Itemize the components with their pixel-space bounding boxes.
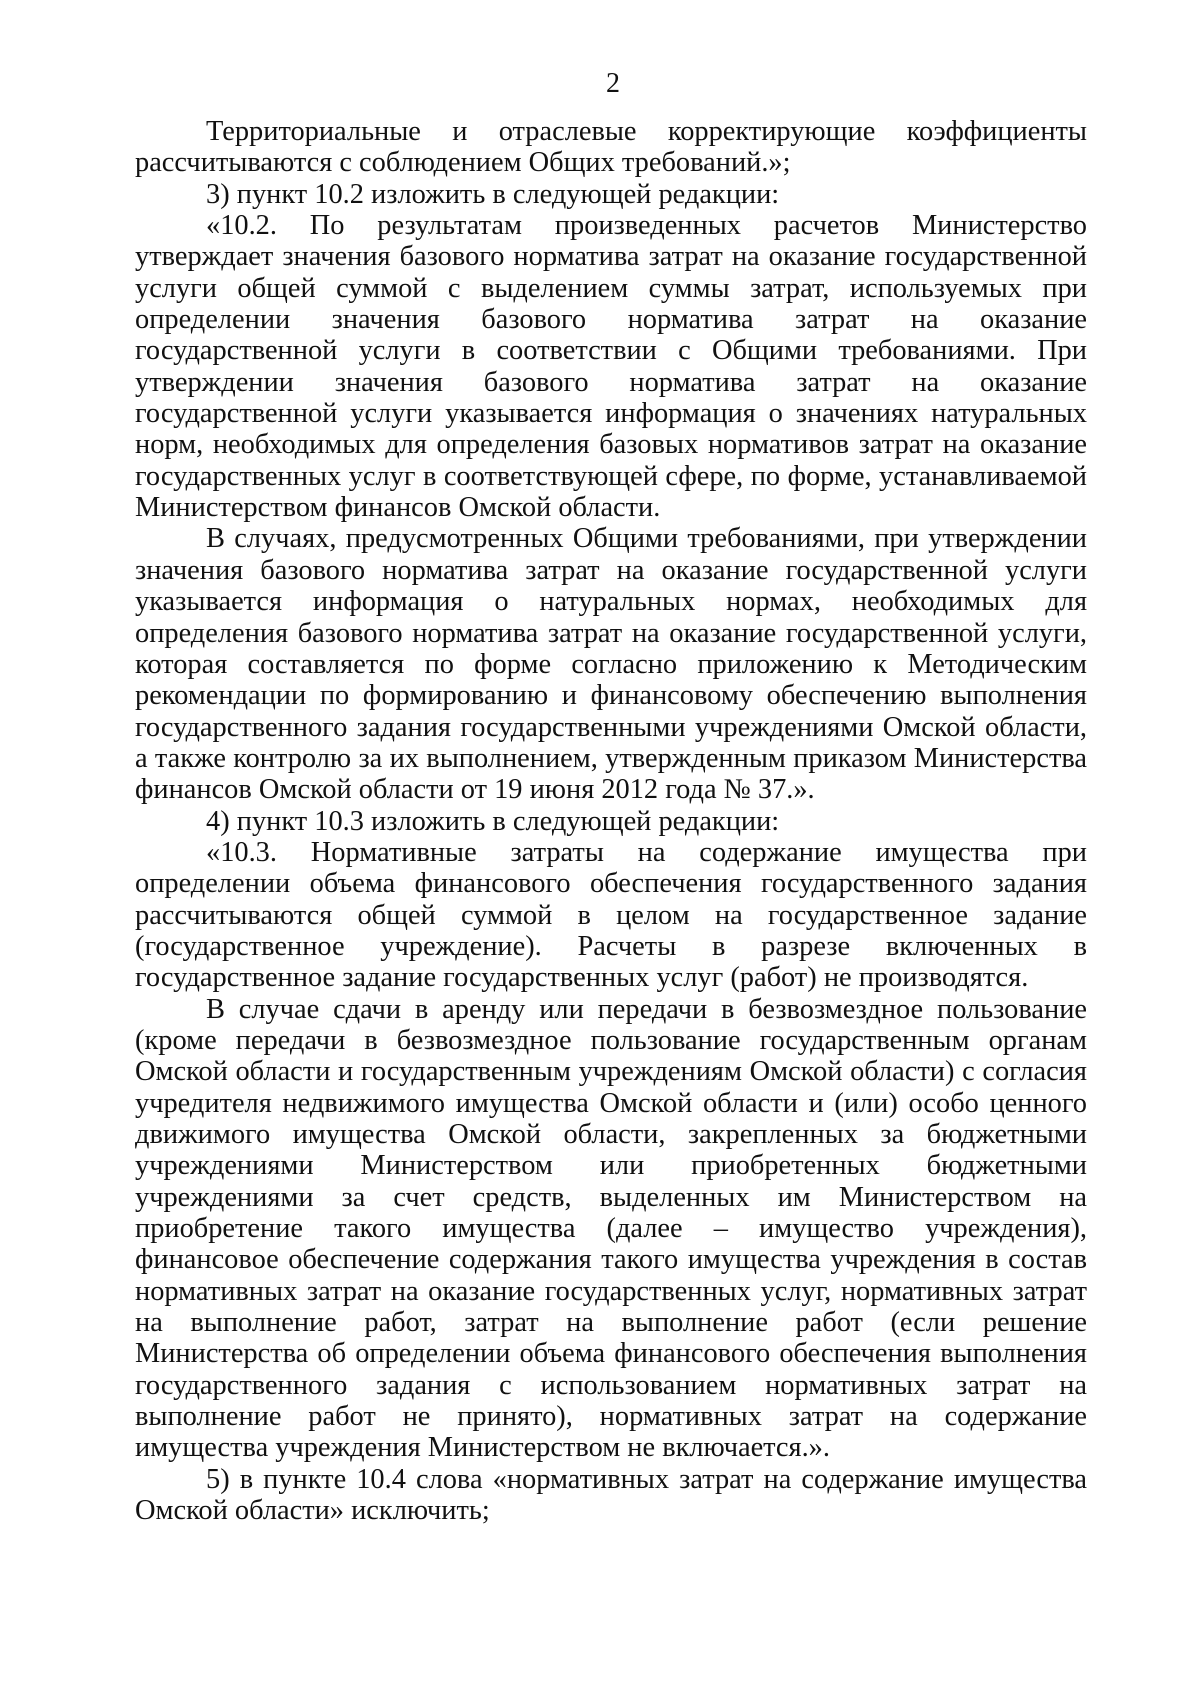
paragraph-coefficients: Территориальные и отраслевые корректирующие коэффициенты рассчитываются с соблюдением Общих требований.»; [135,116,1087,179]
paragraph-item-5: 5) в пункте 10.4 слова «нормативных затрат на содержание имущества Омской области» исключить; [135,1463,1087,1527]
paragraph-clause-10-2: «10.2. По результатам произведенных расчетов Министерство утверждает значения базового норматива затрат на оказание государственной услуги общей суммой с выделением суммы затрат, используемых при определении значения базового норматива затрат на оказание государственной услуги в соответствии с Общими требованиями. При утверждении значения базового норматива затрат на оказание государственной услуги указывается информация о значениях натуральных норм, необходимых для определения базовых нормативов затрат на оказание государственных услуг в соответствующей сфере, по форме, устанавливаемой Министерством финансов Омской области. [135,210,1087,524]
paragraph-item-4: 4) пункт 10.3 изложить в следующей редакции: [206,805,780,837]
paragraph-lease-transfer: В случае сдачи в аренду или передачи в безвозмездное пользование (кроме передачи в безвозмездное пользование государственным органам Омской области и государственным учреждениям Омской области) с согласия учредителя недвижимого имущества Омской области и (или) особо ценного движимого имущества Омской области, закрепленных за бюджетными учреждениями Министерством или приобретенных бюджетными учреждениями за счет средств, выделенных им Министерством на приобретение такого имущества (далее – имущество учреждения), финансовое обеспечение содержания такого имущества учреждения в состав нормативных затрат на оказание государственных услуг, нормативных затрат на выполнение работ, затрат на выполнение работ (если решение Министерства об определении объема финансового обеспечения выполнения государственного задания с использованием нормативных затрат на выполнение работ не принято), нормативных затрат на содержание имущества учреждения Министерством не включается.». [135,993,1087,1464]
paragraph-clause-10-3: «10.3. Нормативные затраты на содержание имущества при определении объема финансового обеспечения государственного задания рассчитываются общей суммой в целом на государственное задание (государственное учреждение). Расчеты в разрезе включенных в государственное задание государственных услуг (работ) не производятся. [135,836,1087,994]
paragraph-natural-norms: В случаях, предусмотренных Общими требованиями, при утверждении значения базового норматива затрат на оказание государственной услуги указывается информация о натуральных нормах, необходимых для определения базового норматива затрат на оказание государственной услуги, которая составляется по форме согласно приложению к Методическим рекомендации по формированию и финансовому обеспечению выполнения государственного задания государственными учреждениями Омской области, а также контролю за их выполнением, утвержденным приказом Министерства финансов Омской области от 19 июня 2012 года № 37.». [135,523,1087,806]
document-body [135,116,1087,1526]
page-number: 2 [606,68,620,99]
paragraph-item-3: 3) пункт 10.2 изложить в следующей редакции: [206,178,780,210]
